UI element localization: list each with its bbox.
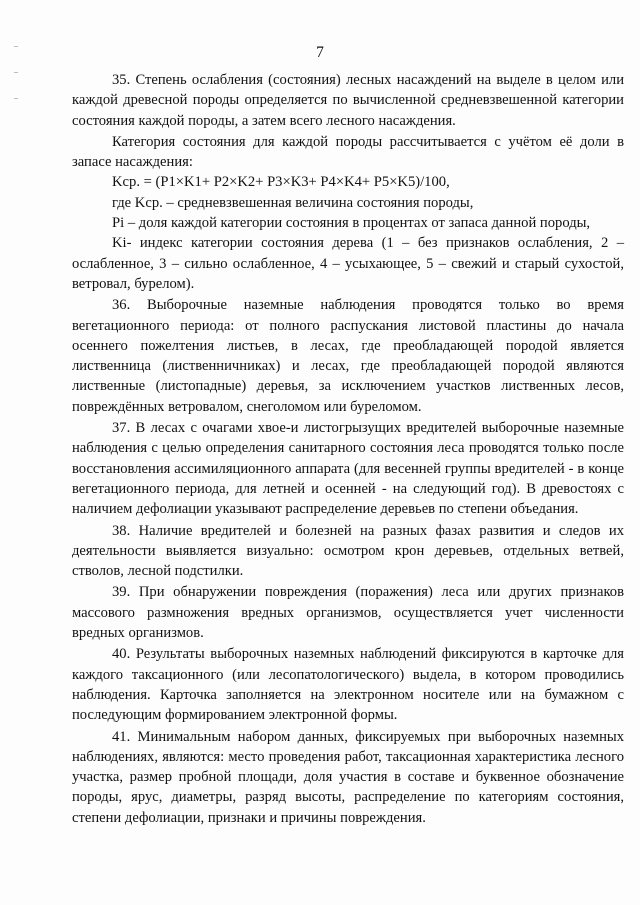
document-body [72,70,624,828]
paragraph-37: 37. В лесах с очагами хвое-и листогрызущих вредителей выборочные наземные наблюдения с целью определения санитарного состояния леса проводятся только после восстановления ассимиляционного аппарата (для весенней группы вредителей - в конце вегетационного периода, для летней и осенней - на следующий год). В древостоях с наличием дефолиации указывают распределение деревьев по степени объедания. [72,420,624,518]
formula-where-pi: Pi – доля каждой категории состояния в процентах от запаса данной породы, [112,215,591,232]
paragraph-40: 40. Результаты выборочных наземных наблюдений фиксируются в карточке для каждого таксационного (или лесопатологического) выдела, в котором проводились наблюдения. Карточка заполняется на электронном носителе или на бумажном с последующим формированием электронной формы. [72,646,624,724]
scan-mark [14,98,18,99]
paragraph-36: 36. Выборочные наземные наблюдения проводятся только во время вегетационного периода: от полного распускания листовой пластины до начала осеннего пожелтения листьев, в лесах, где преобладающей породой является лиственница (лиственничниках) и лесах, где преобладающей породой являются лиственные (листопадные) деревья, за исключением участков лиственных лесов, повреждённых ветровалом, снеголомом или буреломом. [72,297,624,415]
paragraph-39: 39. При обнаружении повреждения (поражения) леса или других признаков массового размножения вредных организмов, осуществляется учет численности вредных организмов. [72,584,624,642]
formula: Kср. = (P1×K1+ P2×K2+ P3×K3+ P4×K4+ P5×K5)/100, [112,174,450,191]
paragraph-41: 41. Минимальным набором данных, фиксируемых при выборочных наземных наблюдениях, являются: место проведения работ, таксационная характеристика лесного участка, размер пробной площади, доля участия в составе и буквенное обозначение породы, ярус, диаметры, разряд высоты, распределение по категориям состояния, степени дефолиации, признаки и причины повреждения. [72,728,624,826]
paragraph-38: 38. Наличие вредителей и болезней на разных фазах развития и следов их деятельности выявляется визуально: осмотром крон деревьев, отдельных ветвей, стволов, лесной подстилки. [72,522,624,580]
formula-where-kcp: где Kср. – средневзвешенная величина состояния породы, [112,194,474,211]
page-number: 7 [316,44,324,61]
scan-mark [14,72,18,73]
paragraph-category-intro: Категория состояния для каждой породы рассчитывается с учётом её доли в запасе насаждения: [72,133,624,171]
paragraph-35: 35. Степень ослабления (состояния) лесных насаждений на выделе в целом или каждой древесной породы определяется по вычисленной средневзвешенной категории состояния каждой породы, а затем всего лесного насаждения. [72,72,624,129]
formula-where-ki: Ki- индекс категории состояния дерева (1 – без признаков ослабления, 2 – ослабленное, 3 – сильно ослабленное, 4 – усыхающее, 5 – свежий и старый сухостой, ветровал, бурелом). [72,235,624,292]
